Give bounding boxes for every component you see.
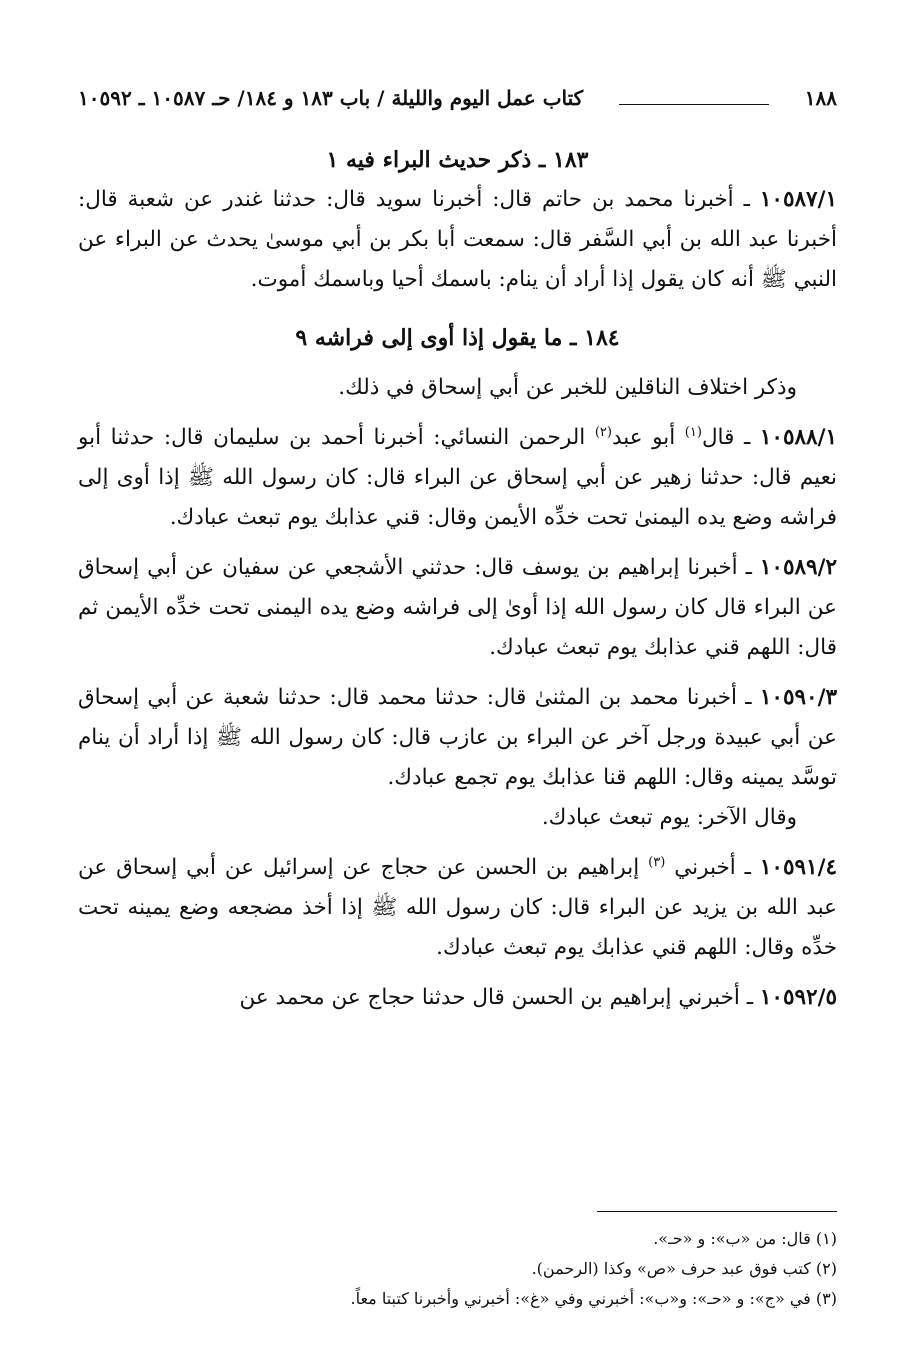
hadith-10589 xyxy=(78,548,837,668)
hadith-number: ١٠٥٨٩/٢ xyxy=(759,555,837,580)
footnotes xyxy=(78,1224,837,1314)
footnote-ref-3[interactable]: (٣) xyxy=(648,854,666,870)
hadith-number: ١٠٥٩١/٤ xyxy=(759,855,837,880)
hadith-10588 xyxy=(78,418,837,538)
hadith-text: أبو عبد xyxy=(611,425,685,450)
main-text xyxy=(78,140,837,1018)
footnote-ref-1[interactable]: (١) xyxy=(684,424,702,440)
hadith-10590-variant: وقال الآخر: يوم تبعث عبادك. xyxy=(541,805,797,830)
hadith-text: إبراهيم بن الحسن عن حجاج عن إسرائيل عن أبي إسحاق عن عبد الله بن يزيد عن البراء قال: كان رسول الله ﷺ إذا أخذ مضجعه وضع يمينه تحت خدِّه وقال: اللهم قني عذابك يوم تبعث عبادك. xyxy=(78,855,837,960)
footnote-2: (٢) كتب فوق عبد حرف «ص» وكذا (الرحمن). xyxy=(531,1259,837,1278)
footnote-3: (٣) في «ج»: و «حـ»: و«ب»: أخبرني وفي «غ»: أخبرني وأخبرنا كتبتا معاً. xyxy=(350,1289,837,1308)
hadith-text: ـ أخبرني xyxy=(674,855,760,880)
section-heading-184: ١٨٤ ـ ما يقول إذا أوى إلى فراشه ٩ xyxy=(295,325,620,351)
running-head xyxy=(78,86,837,110)
footnote-ref-2[interactable]: (٢) xyxy=(594,424,612,440)
hadith-10591 xyxy=(78,848,837,968)
footnote-rule xyxy=(597,1211,837,1212)
running-title: كتاب عمل اليوم والليلة / باب ١٨٣ و ١٨٤/ حـ ١٠٥٨٧ ـ ١٠٥٩٢ xyxy=(78,86,584,110)
page-number: ١٨٨ xyxy=(804,86,837,110)
hadith-number: ١٠٥٩٠/٣ xyxy=(759,685,837,710)
hadith-text: ـ أخبرنا محمد بن المثنىٰ قال: حدثنا محمد قال: حدثنا شعبة عن أبي إسحاق عن أبي عبيدة ورجل آخر عن البراء بن عازب قال: كان رسول الله ﷺ إذا أراد أن ينام توسَّد يمينه وقال: اللهم قنا عذابك يوم تجمع عبادك. xyxy=(78,685,837,790)
hadith-10592 xyxy=(78,978,837,1018)
hadith-number: ١٠٥٩٢/٥ xyxy=(759,985,837,1010)
hadith-number: ١٠٥٨٧/١ xyxy=(759,187,837,212)
header-rule xyxy=(619,104,769,105)
hadith-10587 xyxy=(78,180,837,300)
section-intro: وذكر اختلاف الناقلين للخبر عن أبي إسحاق في ذلك. xyxy=(338,375,797,400)
hadith-text: الرحمن النسائي: أخبرنا أحمد بن سليمان قال: حدثنا أبو نعيم قال: حدثنا زهير عن أبي إسحاق عن البراء قال: كان رسول الله ﷺ إذا أوى إلى فراشه وضع يده اليمنىٰ تحت خدِّه الأيمن وقال: قني عذابك يوم تبعث عبادك. xyxy=(78,425,837,530)
hadith-text: ـ أخبرنا محمد بن حاتم قال: أخبرنا سويد قال: حدثنا غندر عن شعبة قال: أخبرنا عبد الله بن أبي السَّفر قال: سمعت أبا بكر بن أبي موسىٰ يحدث عن البراء عن النبي ﷺ أنه كان يقول إذا أراد أن ينام: باسمك أحيا وباسمك أموت. xyxy=(78,187,837,292)
hadith-number: ١٠٥٨٨/١ xyxy=(759,425,837,450)
section-heading-183: ١٨٣ ـ ذكر حديث البراء فيه ١ xyxy=(326,147,589,173)
hadith-text: ـ أخبرني إبراهيم بن الحسن قال حدثنا حجاج عن محمد عن xyxy=(239,985,760,1010)
hadith-text: ـ أخبرنا إبراهيم بن يوسف قال: حدثني الأشجعي عن سفيان عن أبي إسحاق عن البراء قال كان رسول الله إذا أوىٰ إلى فراشه وضع يده اليمنى تحت خدِّه الأيمن ثم قال: اللهم قني عذابك يوم تبعث عبادك. xyxy=(78,555,837,660)
hadith-text: ـ قال xyxy=(701,425,760,450)
footnote-1: (١) قال: من «ب»: و «حـ». xyxy=(653,1229,837,1248)
hadith-10590 xyxy=(78,678,837,798)
